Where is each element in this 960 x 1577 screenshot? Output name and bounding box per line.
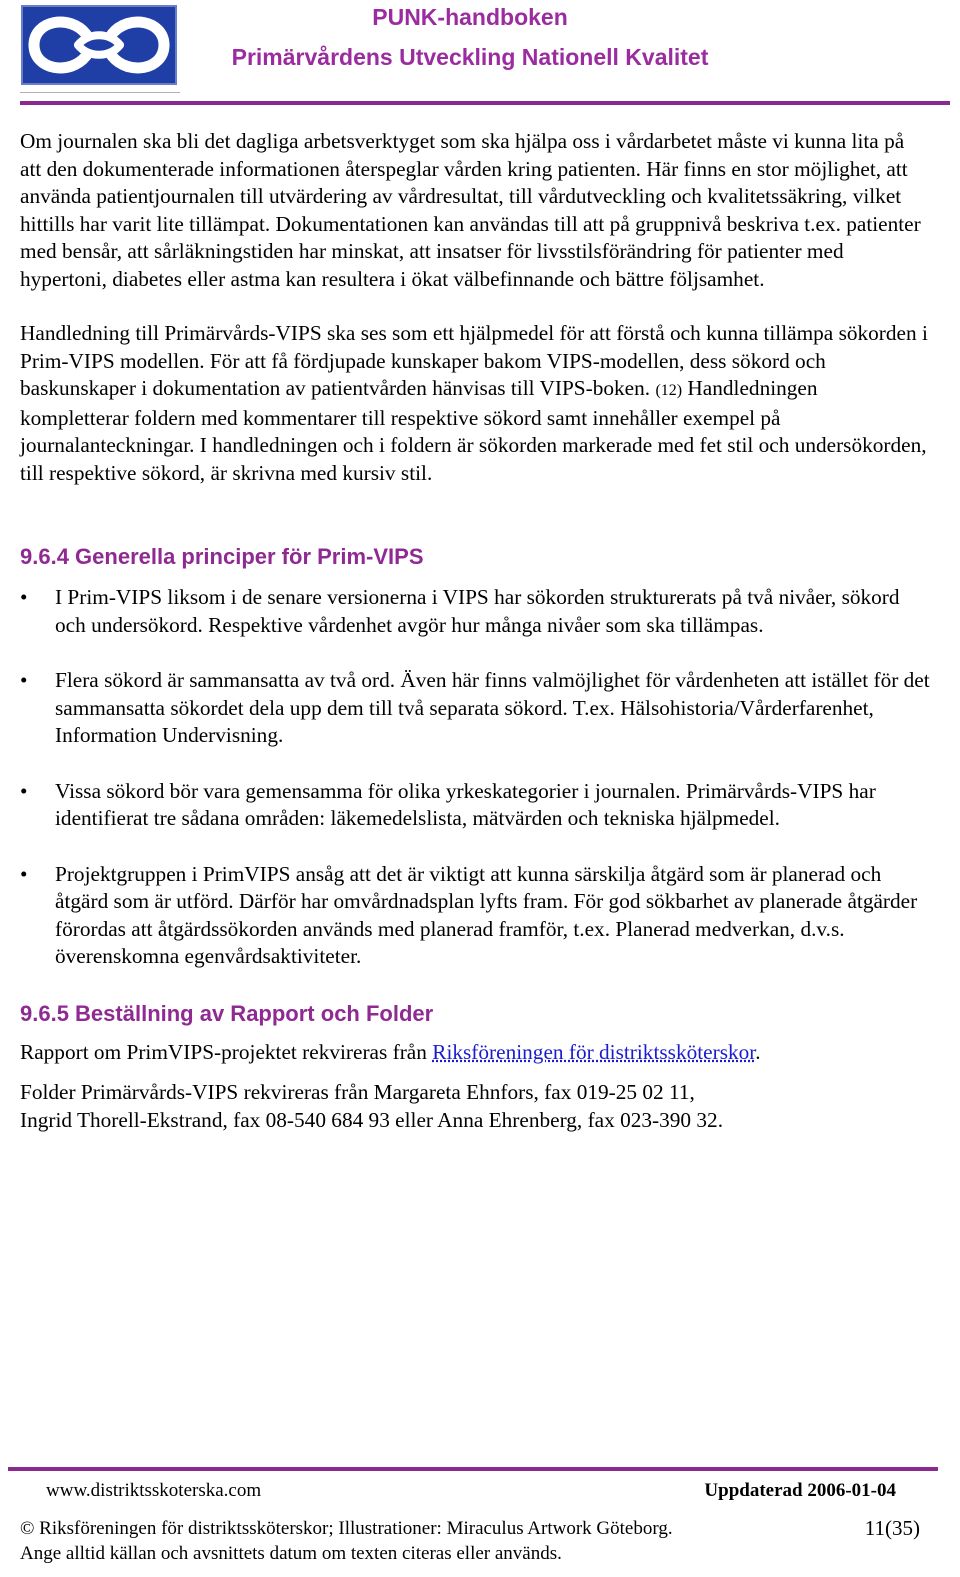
- header-subtitle: Primärvårdens Utveckling Nationell Kvalitet: [231, 44, 709, 70]
- header-rule: [20, 101, 950, 105]
- list-item-text: Projektgruppen i PrimVIPS ansåg att det är viktigt att kunna särskilja åtgärd som är planerad och åtgärd som är utförd. Därför har omvårdnadsplan lyfts fram. För god sökbarhet av planerade åtgärder förordas att åtgärdssökorden används med planerad framför, t.ex. Planerad medverkan, d.v.s. överenskomna egenvårdsaktiviteter.: [55, 861, 918, 968]
- footer-rule: [8, 1467, 938, 1471]
- citation-ref: (12): [655, 382, 683, 399]
- list-item: [20, 778, 930, 833]
- list-item: [20, 584, 930, 639]
- header-logo-underline: [20, 92, 180, 93]
- rapport-text: Rapport om PrimVIPS-projektet rekvireras från: [20, 1039, 433, 1064]
- list-item-text: I Prim-VIPS liksom i de senare versionerna i VIPS har sökorden strukturerats på två nivåer, sökord och undersökord. Respektive vårdenhet avgör hur många nivåer som ska tillämpas.: [55, 585, 900, 637]
- paragraph-handledning-part1: Handledning till Primärvårds-VIPS ska ses som ett hjälpmedel för att förstå och kunna tillämpa sökorden i Prim-VIPS modellen. För att få fördjupade kunskaper bakom VIPS-modellen, dess sökord och baskunskaper i dokumentation av patientvården hänvisas till VIPS-boken.: [20, 321, 928, 400]
- footer-copyright: © Riksföreningen för distriktssköterskor; Illustrationer: Miraculus Artwork Göteborg.: [20, 1518, 673, 1539]
- list-item-text: Vissa sökord bör vara gemensamma för olika yrkeskategorier i journalen. Primärvårds-VIPS har identifierat tre sådana områden: läkemedelslista, mätvärden och tekniska hjälpmedel.: [55, 778, 876, 830]
- footer-url: www.distriktsskoterska.com: [46, 1480, 262, 1501]
- list-item: [20, 861, 930, 971]
- punk-logo-icon: [20, 4, 178, 86]
- section-heading-bestallning: 9.6.5 Beställning av Rapport och Folder: [20, 1000, 434, 1026]
- page-number: 11(35): [864, 1516, 920, 1540]
- list-item: [20, 667, 930, 750]
- section-heading-generella-principer: 9.6.4 Generella principer för Prim-VIPS: [20, 544, 424, 569]
- paragraph-handledning: [20, 320, 930, 487]
- bullet-icon: •: [20, 585, 28, 609]
- principles-list: [20, 584, 930, 971]
- bullet-icon: •: [20, 861, 28, 886]
- folder-line-2: Ingrid Thorell-Ekstrand, fax 08-540 684 93 eller Anna Ehrenberg, fax 023-390 32.: [20, 1107, 724, 1132]
- header-title: PUNK-handboken: [372, 4, 568, 30]
- document-body: [20, 128, 930, 1134]
- paragraph-journal: Om journalen ska bli det dagliga arbetsverktyget som ska hjälpa oss i vårdarbetet måste vi kunna lita på att den dokumenterade informationen återspeglar vården kring patienten. Här finns en stor möjlighet, att använda patientjournalen till utvärdering av vårdresultat, till vårdutveckling och kvalitetssäkring, vilket hittills har varit lite tillämpat. Dokumentationen kan användas till att på gruppnivå beskriva t.ex. patienter med bensår, att sårläkningstiden har minskat, att insatser för livsstilsförändring för patienter med hypertoni, diabetes eller astma kan resultera i ökat välbefinnande och bättre följsamhet.: [20, 129, 921, 291]
- riksforeningen-link[interactable]: Riksföreningen för distriktssköterskor: [432, 1039, 756, 1064]
- rapport-period: .: [755, 1039, 761, 1064]
- footer-updated-date: Uppdaterad 2006-01-04: [704, 1480, 896, 1501]
- paragraph-rapport: [20, 1039, 930, 1067]
- folder-line-1: Folder Primärvårds-VIPS rekvireras från Margareta Ehnfors, fax 019-25 02 11,: [20, 1080, 695, 1104]
- bullet-icon: •: [20, 668, 28, 692]
- list-item-text: Flera sökord är sammansatta av två ord. Även här finns valmöjlighet för vårdenheten att istället för det sammansatta sökordet dela upp dem till två separata sökord. T.ex. Hälsohistoria/Vårderfarenhet, Information Undervisning.: [55, 668, 930, 747]
- paragraph-handledning-part2: Handledningen kompletterar foldern med kommentarer till respektive sökord samt innehåller exempel på journalanteckningar. I handledningen och i foldern är sökorden markerade med fet stil och undersökorden, till respektive sökord, är skrivna med kursiv stil.: [20, 376, 927, 485]
- bullet-icon: •: [20, 778, 28, 803]
- paragraph-folder: [20, 1079, 930, 1134]
- footer-citation-note: Ange alltid källan och avsnittets datum om texten citeras eller används.: [20, 1543, 562, 1564]
